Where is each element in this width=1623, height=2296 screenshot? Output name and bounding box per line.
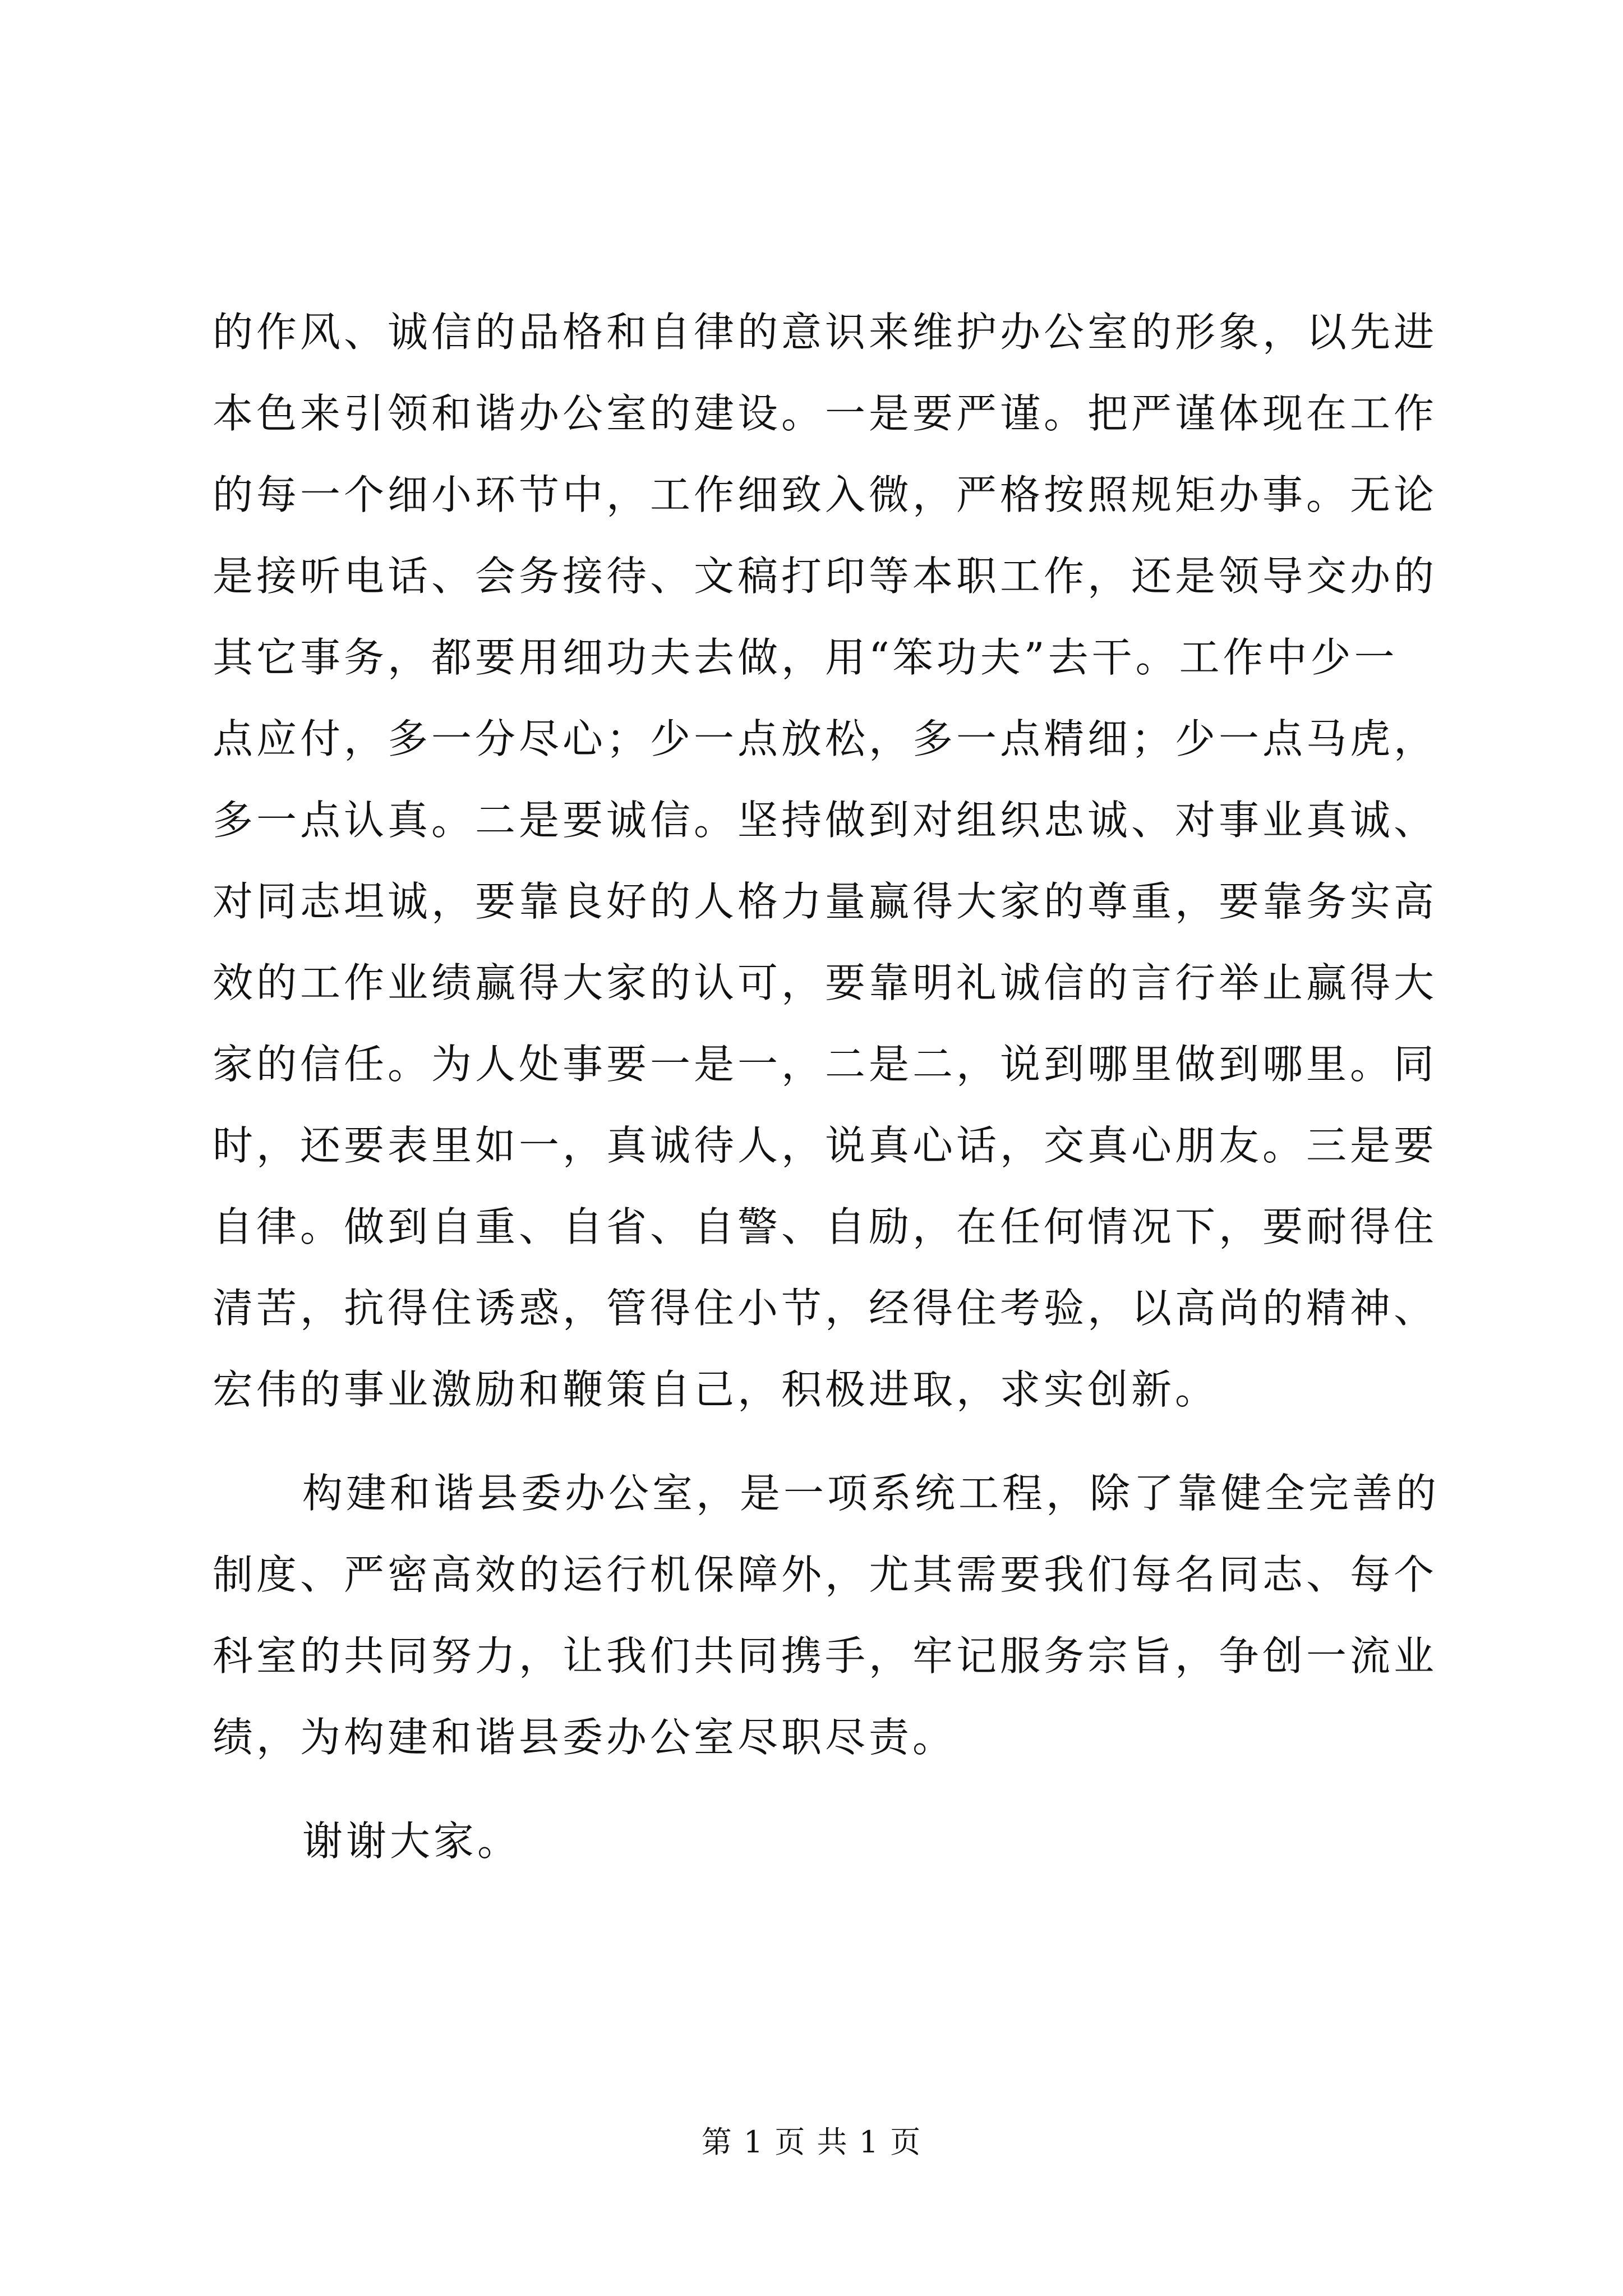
- text-line: 制度、严密高效的运行机保障外，尤其需要我们每名同志、每个: [213, 1551, 1438, 1598]
- paragraph-3: [213, 1801, 1433, 1882]
- text-line: 宏伟的事业激励和鞭策自己，积极进取，求实创新。: [213, 1366, 1219, 1413]
- text-line: 的每一个细小环节中，工作细致入微，严格按照规矩办事。无论: [213, 471, 1438, 518]
- paragraph-2: [213, 1453, 1440, 1778]
- paragraph-spacer: [213, 1778, 1433, 1801]
- text-line: 的作风、诚信的品格和自律的意识来维护办公室的形象，以先进: [213, 309, 1438, 356]
- paragraph-spacer: [213, 1430, 1433, 1453]
- text-line: 家的信任。为人处事要一是一，二是二，说到哪里做到哪里。同: [213, 1041, 1438, 1088]
- text-line: 对同志坦诚，要靠良好的人格力量赢得大家的尊重，要靠务实高: [213, 878, 1438, 925]
- text-line: 自律。做到自重、自省、自警、自励，在任何情况下，要耐得住: [213, 1203, 1438, 1250]
- text-line: 本色来引领和谐办公室的建设。一是要严谨。把严谨体现在工作: [213, 390, 1438, 437]
- text-line: 科室的共同努力，让我们共同携手，牢记服务宗旨，争创一流业: [213, 1632, 1438, 1680]
- text-line: 多一点认真。二是要诚信。坚持做到对组织忠诚、对事业真诚、: [213, 797, 1438, 844]
- text-line-indented: 谢谢大家。: [302, 1818, 522, 1865]
- text-line: 时，还要表里如一，真诚待人，说真心话，交真心朋友。三是要: [213, 1122, 1438, 1169]
- document-body: [213, 292, 1440, 1882]
- text-line: 点应付，多一分尽心；少一点放松，多一点精细；少一点马虎，: [213, 715, 1438, 762]
- page-footer: [0, 2118, 1623, 2161]
- text-line: 绩，为构建和谐县委办公室尽职尽责。: [213, 1714, 957, 1761]
- text-line-indented: 构建和谐县委办公室，是一项系统工程，除了靠健全完善的: [302, 1470, 1440, 1517]
- text-line: 是接听电话、会务接待、文稿打印等本职工作，还是领导交办的: [213, 553, 1438, 600]
- paragraph-1: [213, 292, 1438, 1430]
- text-line: 其它事务，都要用细功夫去做，用“笨功夫”去干。工作中少一: [213, 634, 1398, 681]
- page-number-label: 第 1 页 共 1 页: [701, 2124, 922, 2160]
- text-line: 效的工作业绩赢得大家的认可，要靠明礼诚信的言行举止赢得大: [213, 959, 1438, 1006]
- text-line: 清苦，抗得住诱惑，管得住小节，经得住考验，以高尚的精神、: [213, 1285, 1438, 1332]
